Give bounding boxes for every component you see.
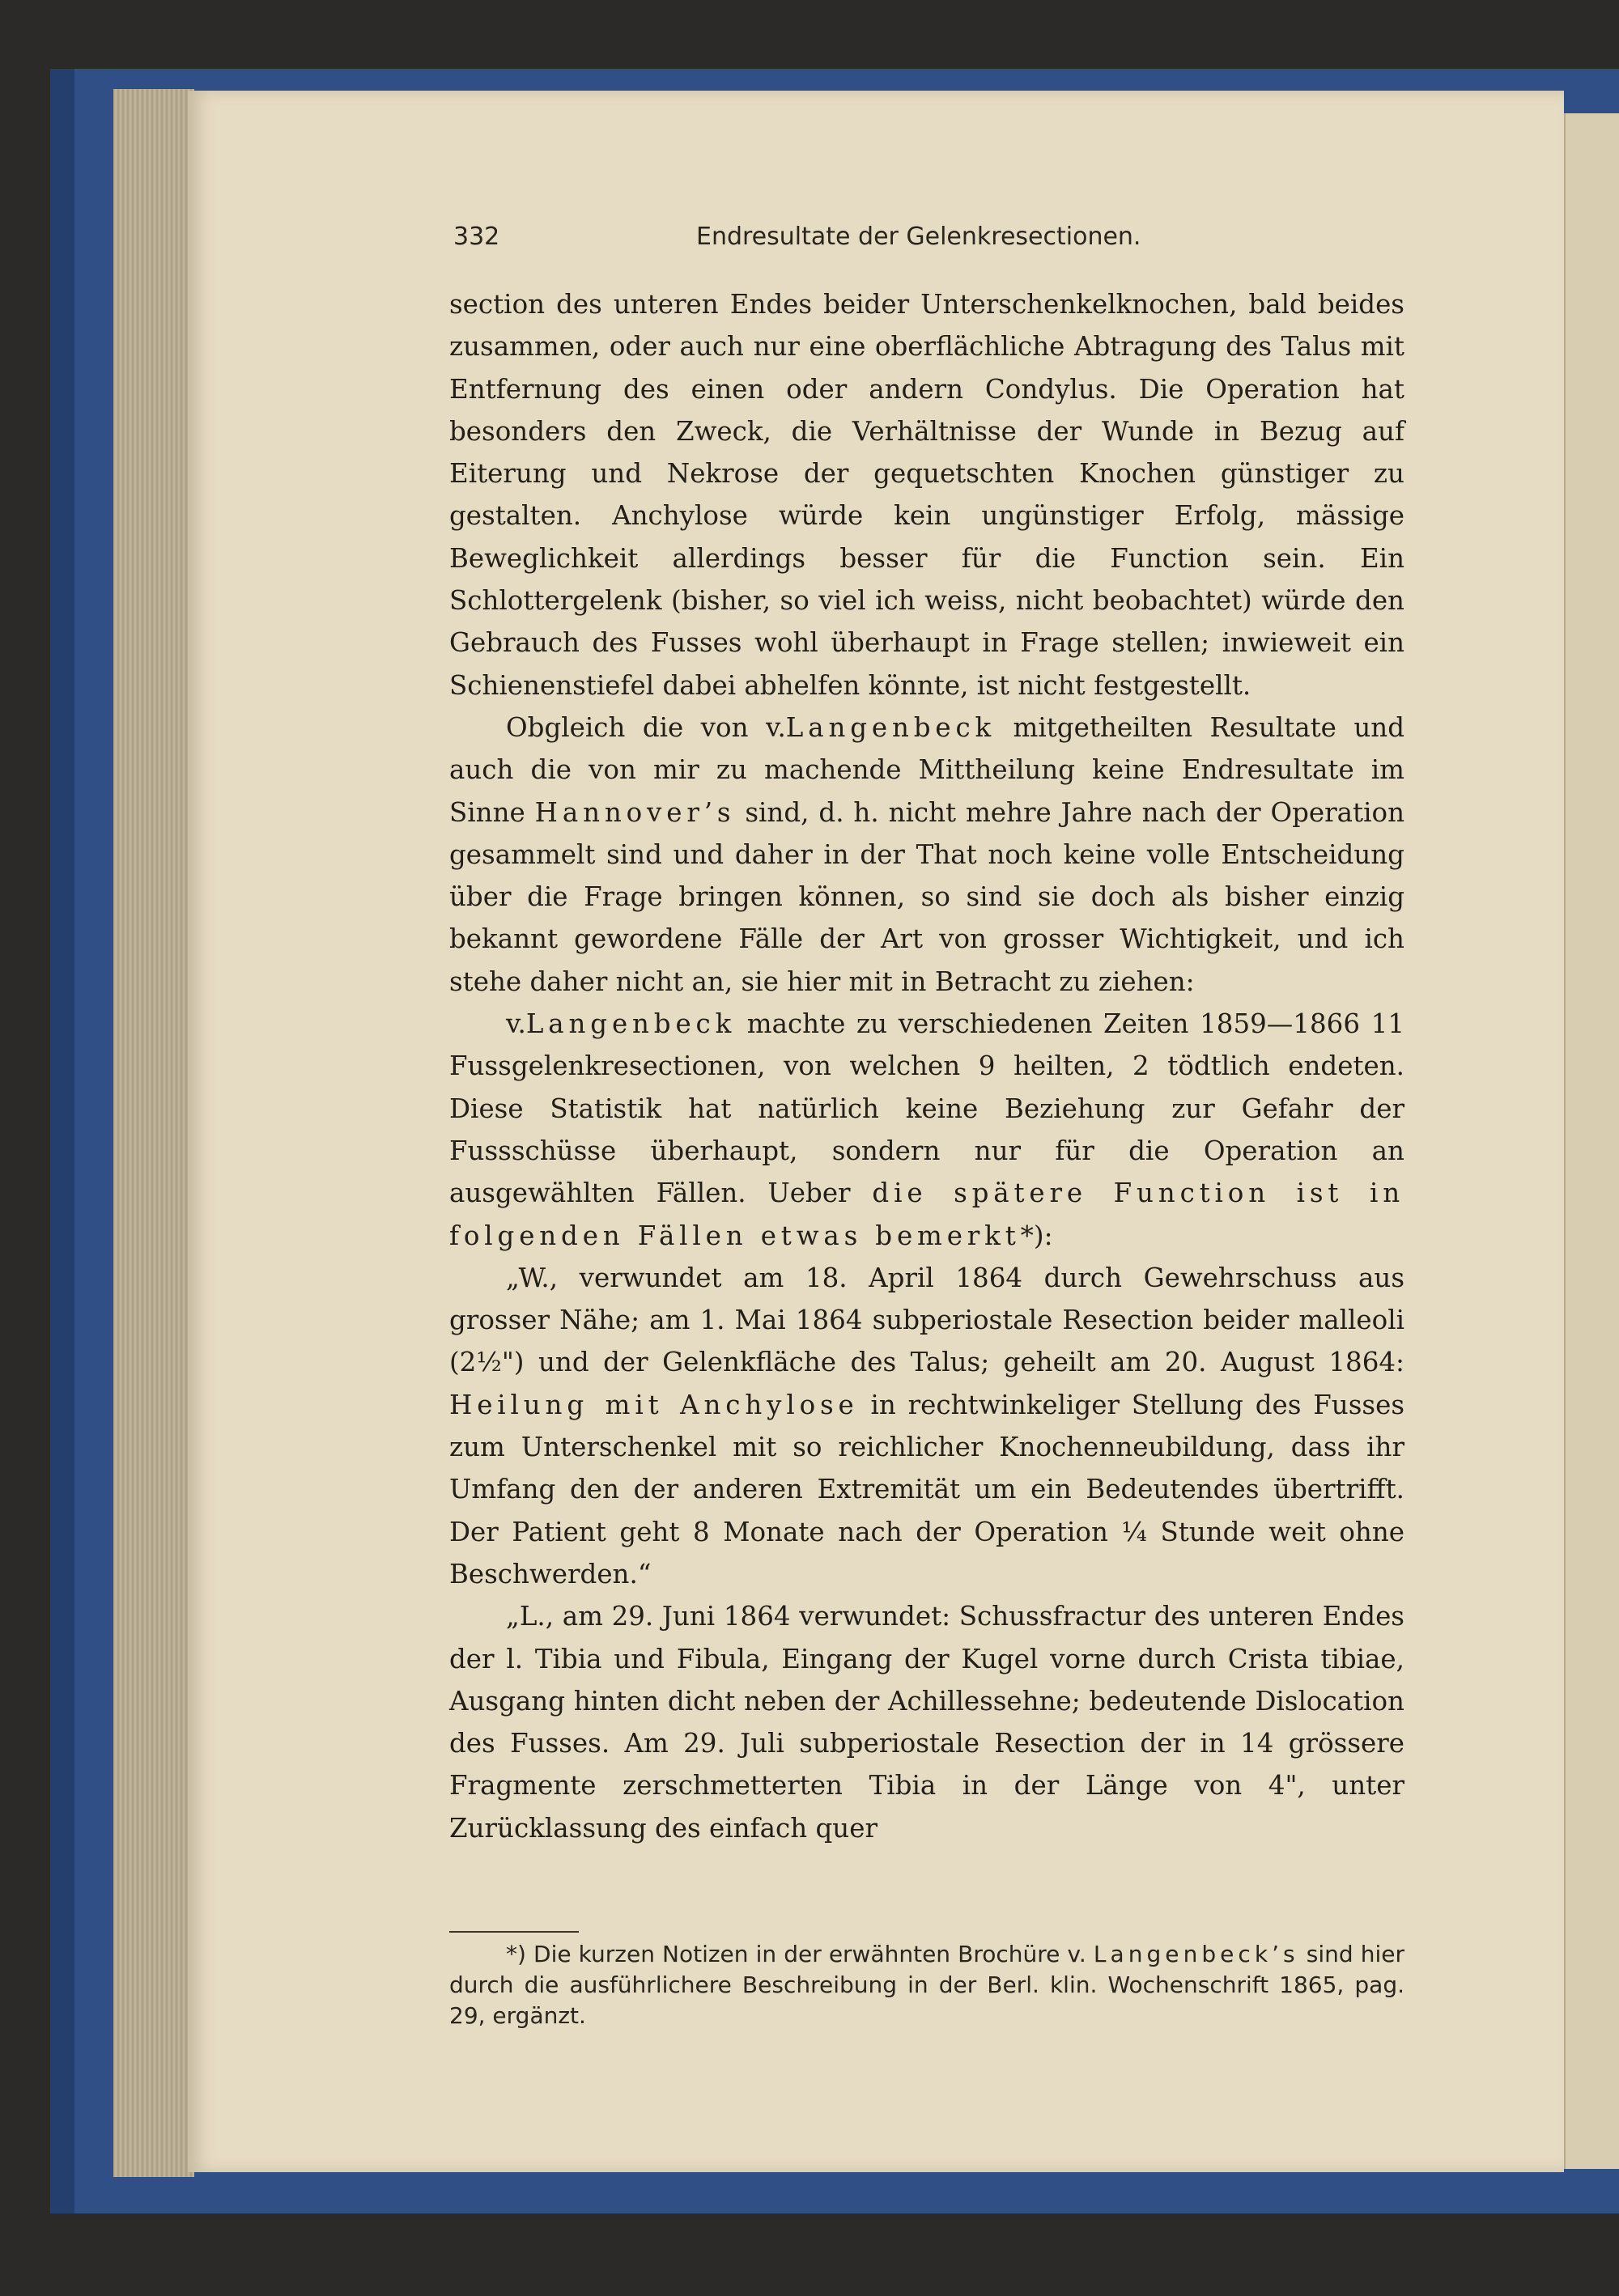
paragraph-5: „L., am 29. Juni 1864 verwundet: Schussfractur des unteren Endes der l. Tibia und Fibula, Eingang der Kugel vorne durch Crista tibiae, Ausgang hinten dicht neben der Achillessehne; bedeutende Dislocation des Fusses. Am 29. Juli subperiostale Resection der in 14 grössere Fragmente zerschmetterten Tibia in der Länge von 4", unter Zurücklassung des einfach quer xyxy=(449,1601,1404,1844)
body-text xyxy=(449,283,1404,1849)
author-name-langenbeck: Langenbeck xyxy=(785,711,996,743)
paragraph-3-text-c: *): xyxy=(1020,1220,1053,1251)
page-edges xyxy=(113,89,194,2177)
paragraph-4-text-a: „W., verwundet am 18. April 1864 durch Gewehrschuss aus grosser Nähe; am 1. Mai 1864 subperiostale Resection beider malleoli (2½") und der Gelenkfläche des Talus; geheilt am 20. August 1864: xyxy=(449,1262,1404,1378)
paragraph-2-text-c: sind, d. h. nicht mehre Jahre nach der Operation gesammelt sind und daher in der That noch keine volle Entscheidung über die Frage bringen können, so sind sie doch als bisher einzig bekannt gewordene Fälle der Art von grosser Wichtigkeit, und ich stehe daher nicht an, sie hier mit in Betracht zu ziehen: xyxy=(449,796,1404,997)
paragraph-2-text-b: mitgetheilten Resultate und auch die von mir zu machende Mittheilung keine Endresultate im Sinne xyxy=(449,711,1404,828)
footnote xyxy=(449,1939,1404,2031)
paragraph-4 xyxy=(449,1257,1404,1595)
page-number: 332 xyxy=(453,223,500,251)
facing-page-edge xyxy=(1564,113,1619,2169)
paragraph-2-text-a: Obgleich die von v. xyxy=(506,711,786,743)
paragraph-4-text-b: in rechtwinkeliger Stellung des Fusses zum Unterschenkel mit so reichlicher Knochenneubildung, dass ihr Umfang den der anderen Extremität um ein Bedeutendes übertrifft. Der Patient geht 8 Monate nach der Operation ¼ Stunde weit ohne Beschwerden.“ xyxy=(449,1389,1404,1589)
paragraph-1: section des unteren Endes beider Unterschenkelknochen, bald beides zusammen, oder auch nur eine oberflächliche Abtragung des Talus mit Entfernung des einen oder andern Condylus. Die Operation hat besonders den Zweck, die Verhältnisse der Wunde in Bezug auf Eiterung und Nekrose der gequetschten Knochen günstiger zu gestalten. Anchylose würde kein ungünstiger Erfolg, mässige Beweglichkeit allerdings besser für die Function sein. Ein Schlottergelenk (bisher, so viel ich weiss, nicht beobachtet) würde den Gebrauch des Fusses wohl überhaupt in Frage stellen; inwieweit ein Schienenstiefel dabei abhelfen könnte, ist nicht festgestellt. xyxy=(449,289,1404,701)
footnote-text-b: sind hier durch die ausführlichere Beschreibung in der Berl. klin. Wochenschrift 1865, pag. 29, ergänzt. xyxy=(449,1941,1405,2029)
running-title: Endresultate der Gelenkresectionen. xyxy=(696,223,1141,251)
running-header xyxy=(453,223,1198,255)
paragraph-2 xyxy=(449,707,1404,1003)
paragraph-3-text-b: machte zu verschiedenen Zeiten 1859—1866 11 Fussgelenkresectionen, von welchen 9 heilten, 2 tödtlich endeten. Diese Statistik hat natürlich keine Beziehung zur Gefahr der Fussschüsse überhaupt, sondern nur für die Operation an ausgewählten Fällen. Ueber xyxy=(449,1008,1404,1209)
paragraph-3-text-a: v. xyxy=(506,1008,526,1040)
footnote-divider xyxy=(449,1931,579,1933)
paragraph-3 xyxy=(449,1003,1404,1257)
footnote-author-name: Langenbeck’s xyxy=(1093,1941,1299,1967)
footnote-text xyxy=(449,1939,1404,2031)
cover-spine-edge xyxy=(50,69,74,2213)
author-name-langenbeck-2: Langenbeck xyxy=(525,1008,737,1040)
author-name-hannover: Hannover’s xyxy=(534,796,736,828)
emphasized-phrase-2: Heilung mit Anchylose xyxy=(449,1389,859,1420)
emphasized-phrase: die spätere Function ist in folgenden Fällen etwas bemerkt xyxy=(449,1178,1405,1251)
footnote-text-a: *) Die kurzen Notizen in der erwähnten Brochüre v. xyxy=(506,1941,1094,1967)
